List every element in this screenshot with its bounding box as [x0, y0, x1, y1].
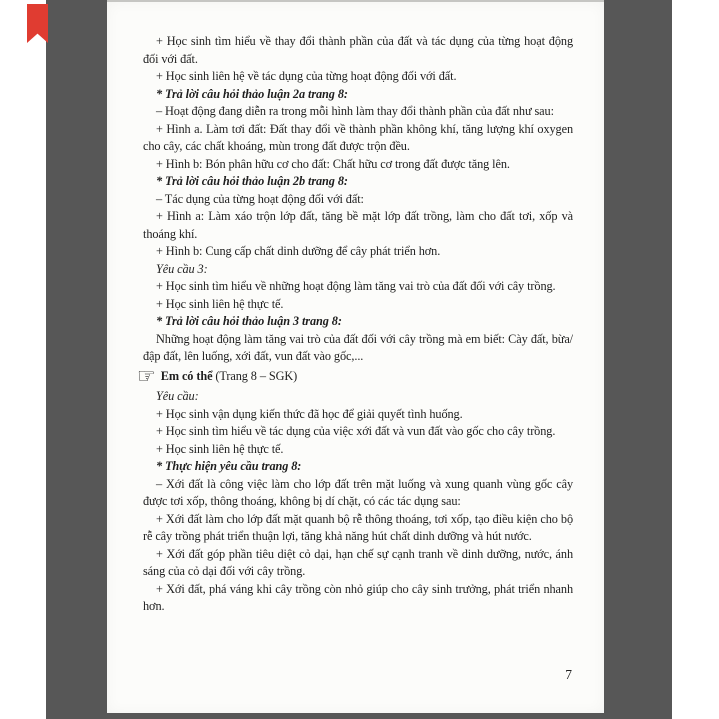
paragraph: + Hình a. Làm tơi đất: Đất thay đổi về thành phần không khí, tăng lượng khí oxygen cho cây, các chất khoáng, mùn trong đất được trộn đều. [143, 121, 573, 153]
em-co-the-reference: (Trang 8 – SGK) [212, 368, 298, 383]
paragraph: + Học sinh tìm hiểu về tác dụng của việc xới đất và vun đất vào gốc cho cây trồng. [156, 424, 556, 438]
section-heading: * Trả lời câu hỏi thảo luận 3 trang 8: [156, 314, 342, 328]
paragraph: – Hoạt động đang diễn ra trong mỗi hình làm thay đổi thành phần của đất như sau: [156, 104, 554, 118]
section-heading: * Trả lời câu hỏi thảo luận 2a trang 8: [156, 86, 348, 101]
paragraph: – Tác dụng của từng hoạt động đối với đất: [156, 191, 364, 206]
paragraph: + Hình b: Bón phân hữu cơ cho đất: Chất hữu cơ trong đất được tăng lên. [156, 156, 510, 171]
paragraph: + Xới đất góp phần tiêu diệt cỏ dại, hạn chế sự cạnh tranh về dinh dưỡng, nước, ánh sáng của cỏ dại đối với cây trồng. [143, 546, 573, 578]
paragraph: + Học sinh vận dụng kiến thức đã học để giải quyết tình huống. [156, 406, 463, 421]
paragraph: + Học sinh liên hệ thực tế. [156, 441, 284, 456]
section-heading: * Trả lời câu hỏi thảo luận 2b trang 8: [156, 174, 348, 188]
em-co-the-title: Em có thể [160, 368, 213, 383]
paragraph: + Học sinh tìm hiểu về những hoạt động làm tăng vai trò của đất đối với cây trồng. [156, 279, 556, 293]
paragraph: + Học sinh tìm hiểu về thay đổi thành phần của đất và tác dụng của từng hoạt động đối với đất. [143, 34, 573, 66]
paragraph: + Học sinh liên hệ thực tế. [156, 296, 284, 311]
paragraph: Yêu cầu 3: [156, 261, 208, 276]
pointing-hand-icon: ☞ [137, 363, 156, 388]
paragraph: + Xới đất, phá váng khi cây trồng còn nhỏ giúp cho cây sinh trưởng, phát triển nhanh hơn. [143, 581, 573, 613]
page-number: 7 [565, 667, 572, 682]
paragraph: Những hoạt động làm tăng vai trò của đất đối với cây trồng mà em biết: Cày đất, bừa/đập đất, lên luống, xới đất, vun đất vào gốc,... [143, 331, 573, 363]
paragraph: + Xới đất làm cho lớp đất mặt quanh bộ rễ thông thoáng, tơi xốp, tạo điều kiện cho bộ rễ cây trồng phát triển thuận lợi, tăng khả năng hút chất dinh dưỡng và hút nước. [143, 511, 573, 543]
paragraph: + Hình a: Làm xáo trộn lớp đất, tăng bề mặt lớp đất trồng, làm cho đất tơi, xốp và thoáng khí. [143, 209, 573, 241]
em-co-the-row [137, 363, 573, 388]
paragraph: + Học sinh liên hệ về tác dụng của từng hoạt động đối với đất. [156, 69, 457, 83]
page-text [137, 33, 573, 616]
paragraph: + Hình b: Cung cấp chất dinh dưỡng để cây phát triển hơn. [156, 244, 441, 258]
bookmark-ribbon-icon[interactable] [27, 4, 48, 43]
section-heading: * Thực hiện yêu cầu trang 8: [156, 459, 302, 473]
paragraph: – Xới đất là công việc làm cho lớp đất trên mặt luống và xung quanh vùng gốc cây được tơi xốp, thông thoáng, không bị dí chặt, có các tác dụng sau: [143, 476, 573, 508]
paragraph: Yêu cầu: [156, 389, 199, 403]
